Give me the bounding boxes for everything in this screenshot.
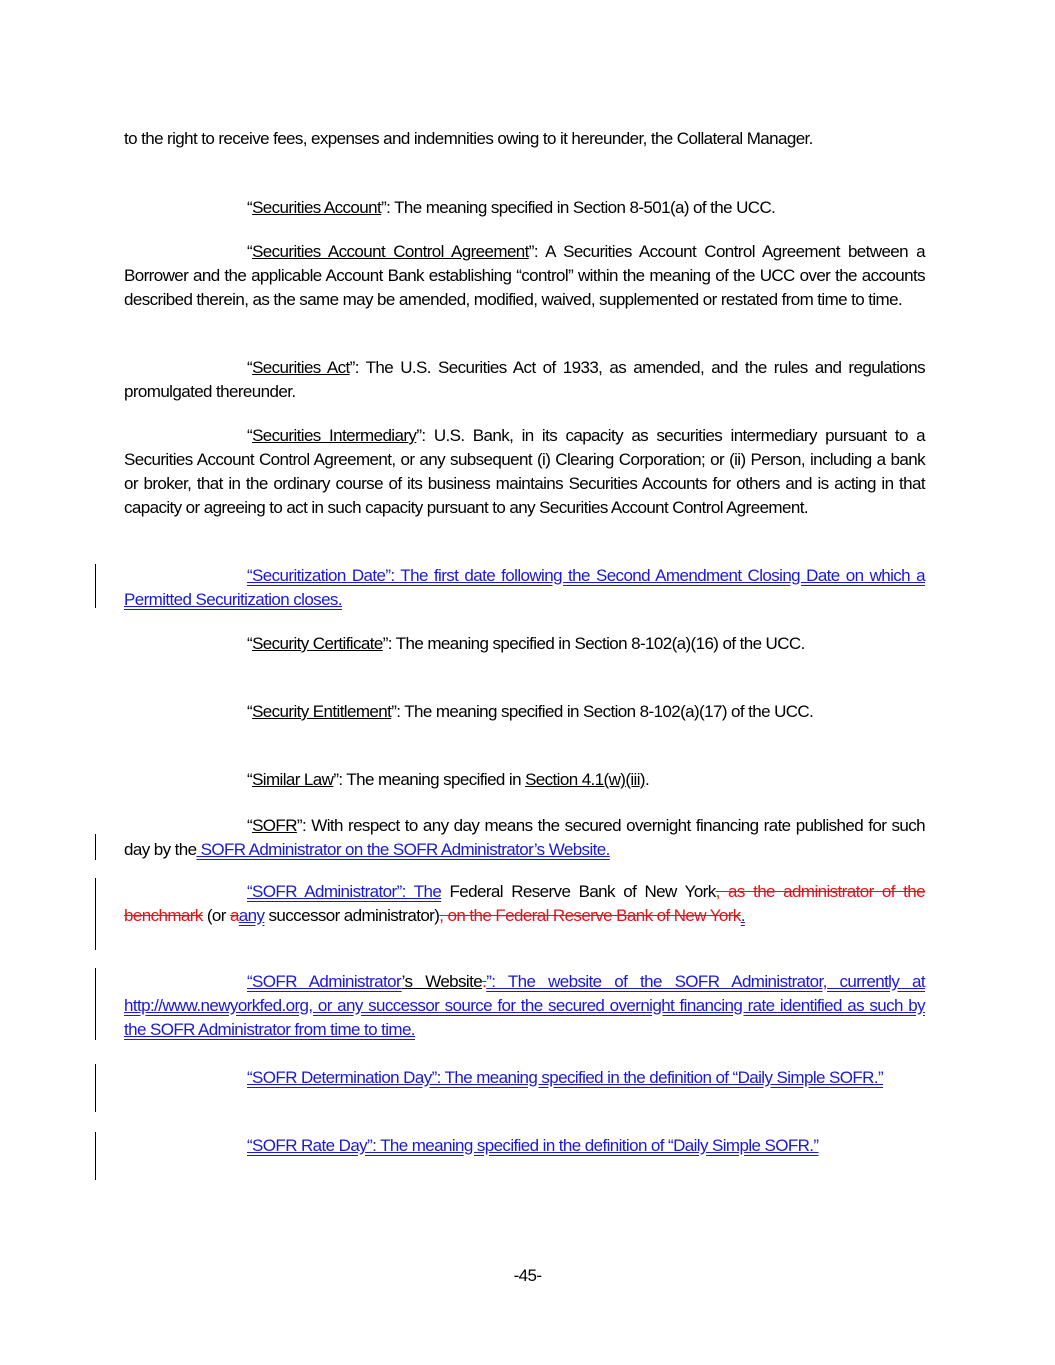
- deleted-text: , on the Federal Reserve Bank of New York: [439, 906, 741, 925]
- inserted-text: “Securitization Date”: The first date following the Second Amendment Closing Date on which a Permitted Securitization closes.: [124, 566, 925, 609]
- change-bar: [95, 968, 96, 1040]
- inserted-text: “SOFR Administrator: [247, 972, 402, 991]
- text-run: (or: [202, 906, 230, 925]
- inserted-text: “SOFR Determination Day”: The meaning specified in the definition of “Daily Simple SOFR.”: [247, 1068, 884, 1087]
- text-run: “: [247, 242, 253, 261]
- defined-term: Securities Account Control Agreement: [252, 242, 529, 261]
- change-bar: [95, 878, 96, 950]
- defined-term: Similar Law: [252, 770, 334, 789]
- paragraph: [124, 356, 925, 404]
- paragraph: [124, 424, 925, 520]
- inserted-text: “SOFR Administrator”: The: [247, 882, 442, 901]
- paragraph: [124, 1134, 925, 1158]
- inserted-text: any: [238, 906, 265, 925]
- change-bar: [95, 1064, 96, 1112]
- page-number: -45-: [513, 1266, 542, 1285]
- paragraph: [124, 700, 925, 724]
- text-run: “: [247, 702, 253, 721]
- text-run: “: [247, 770, 253, 789]
- defined-term: Security Certificate: [252, 634, 383, 653]
- text-run: “: [247, 198, 253, 217]
- text-run: “: [247, 426, 253, 445]
- text-run: “: [247, 358, 253, 377]
- paragraph: [124, 196, 925, 220]
- text-run: ”: U.S. Bank, in its capacity as securities intermediary pursuant to a Securities Account Control Agreement, or any subsequent (i) Clearing Corporation; or (ii) Person, including a bank or broker, that in the ordinary course of its business maintains Securities Accounts for others and is acting in that capacity or agreeing to act in such capacity pursuant to any Securities Account Control Agreement.: [124, 426, 925, 517]
- text-run: ”: The meaning specified in Section 8-102(a)(16) of the UCC.: [382, 634, 805, 653]
- text-run: successor administrator): [264, 906, 440, 925]
- deleted-text: , as the administrator of the benchmark: [124, 882, 925, 925]
- defined-term: ’s Website: [401, 972, 483, 991]
- text-run: ”: The meaning specified in: [333, 770, 526, 789]
- change-bar: [95, 564, 96, 608]
- defined-term: Securities Account: [252, 198, 382, 217]
- paragraph: [124, 564, 925, 612]
- inserted-text: .: [740, 906, 745, 925]
- text-run: ”: A Securities Account Control Agreement between a Borrower and the applicable Account Bank establishing “control” within the meaning of the UCC over the accounts described therein, as the same may be amended, modified, waived, supplemented or restated from time to time.: [124, 242, 925, 309]
- paragraph: [124, 880, 925, 928]
- text-run: ”: The meaning specified in Section 8-501(a) of the UCC.: [381, 198, 776, 217]
- paragraph: [124, 240, 925, 312]
- paragraph: [124, 1066, 925, 1090]
- defined-term: Security Entitlement: [252, 702, 392, 721]
- change-bar: [95, 834, 96, 860]
- text-run: ”: The U.S. Securities Act of 1933, as amended, and the rules and regulations promulgated thereunder.: [124, 358, 925, 401]
- change-bar: [95, 1132, 96, 1180]
- defined-term: Section 4.1(w)(iii): [525, 770, 645, 789]
- text-run: to the right to receive fees, expenses and indemnities owing to it hereunder, the Collateral Manager.: [124, 129, 813, 148]
- deleted-text: .: [482, 972, 487, 991]
- text-run: .: [644, 770, 650, 789]
- inserted-text: “SOFR Rate Day”: The meaning specified in the definition of “Daily Simple SOFR.”: [247, 1136, 819, 1155]
- paragraph: [124, 814, 925, 862]
- text-run: ”: The meaning specified in Section 8-102(a)(17) of the UCC.: [391, 702, 814, 721]
- text-run: ”: With respect to any day means the secured overnight financing rate published for such day by the: [124, 816, 925, 859]
- paragraph: [124, 632, 925, 656]
- defined-term: SOFR: [252, 816, 297, 835]
- defined-term: Securities Intermediary: [252, 426, 417, 445]
- inserted-text: SOFR Administrator on the SOFR Administrator’s Website.: [196, 840, 610, 859]
- paragraph: [124, 127, 925, 151]
- deleted-text: a: [229, 906, 239, 925]
- paragraph: [124, 768, 925, 792]
- paragraph: [124, 970, 925, 1042]
- inserted-text: ”: The website of the SOFR Administrator, currently at http://www.newyorkfed.org, or any successor source for the secured overnight financing rate identified as such by the SOFR Administrator from time to time.: [124, 972, 925, 1039]
- text-run: “: [247, 816, 253, 835]
- defined-term: Securities Act: [252, 358, 350, 377]
- text-run: Federal Reserve Bank of New York: [441, 882, 716, 901]
- text-run: “: [247, 634, 253, 653]
